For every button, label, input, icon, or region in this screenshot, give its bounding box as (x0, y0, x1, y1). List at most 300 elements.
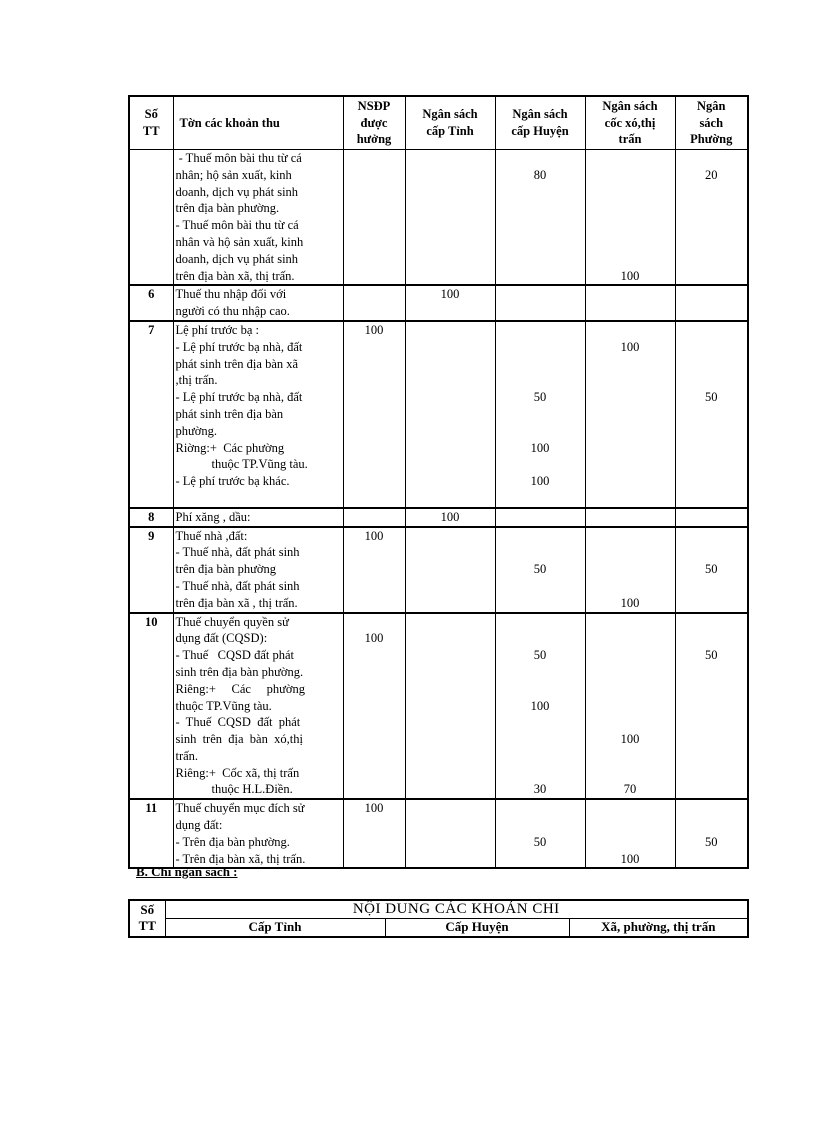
value-line (408, 630, 493, 647)
value-line (498, 356, 583, 373)
header-phuong (675, 96, 748, 150)
description-line: Phí xăng , dầu: (175, 509, 251, 524)
value-line: 50 (533, 648, 547, 663)
expenditure-title: NỘI DUNG CÁC KHOẢN CHI (165, 900, 748, 918)
description-line: phát sinh trên địa bàn (175, 406, 284, 421)
value-tinh (405, 150, 495, 286)
value-line: 100 (620, 732, 640, 747)
value-line: 100 (364, 528, 384, 543)
expenditure-col-huyen: Cấp Huyện (385, 918, 569, 936)
value-line: 50 (705, 562, 718, 577)
value-line (408, 406, 493, 423)
value-line (498, 200, 583, 217)
description-line: phát sinh trên địa bàn xã (175, 356, 299, 371)
value-line (498, 614, 583, 631)
table-row (129, 799, 748, 868)
description-line: Riêng:+ Cốc xã, thị trấn (175, 765, 300, 780)
value-line (346, 698, 403, 715)
value-line (498, 748, 583, 765)
value-tinh (405, 285, 495, 321)
value-line (346, 731, 403, 748)
value-line: 100 (620, 268, 640, 283)
value-line (498, 681, 583, 698)
header-stt-line: TT (142, 124, 160, 138)
value-line (408, 200, 493, 217)
value-line (678, 630, 746, 647)
value-line (678, 456, 746, 473)
value-line (588, 200, 673, 217)
value-line (346, 781, 403, 798)
description-line: dụng đất: (175, 818, 223, 833)
table-body (129, 150, 748, 869)
value-line (678, 748, 746, 765)
value-line (408, 595, 493, 612)
description-line: Thuế thu nhập đối với (175, 287, 287, 302)
description-line: trên địa bàn xã, thị trấn. (175, 268, 295, 283)
description-line: sinh trên địa bàn phường. (175, 664, 304, 679)
description-line: Thuế nhà ,đất: (175, 528, 248, 543)
description-line: Thuế chuyển mục đích sử (175, 801, 305, 816)
value-tinh (405, 527, 495, 613)
description-line: - Thuế CQSD đất phát (175, 715, 301, 730)
value-line (678, 578, 746, 595)
value-line (408, 423, 493, 440)
value-huyen (495, 321, 585, 508)
header-phuong-line: sách (699, 115, 724, 130)
value-line (678, 698, 746, 715)
header-xa-line: Ngân sách (602, 98, 658, 113)
value-huyen (495, 150, 585, 286)
value-tinh (405, 321, 495, 508)
value-line: 100 (364, 631, 384, 646)
expenditure-title-row (129, 900, 748, 918)
value-line (588, 528, 673, 545)
value-line (678, 234, 746, 251)
value-line (346, 490, 403, 507)
value-line (408, 834, 493, 851)
section-b-heading: B. Chi ngân sách : (136, 864, 238, 879)
value-line (588, 372, 673, 389)
value-phuong (675, 799, 748, 868)
value-line (346, 217, 403, 234)
value-line (678, 356, 746, 373)
value-line (588, 698, 673, 715)
row-number: 11 (129, 799, 173, 868)
description-line (176, 490, 341, 507)
value-line: 20 (705, 167, 718, 182)
header-stt-line: Số (144, 107, 158, 122)
revenue-description (173, 508, 343, 527)
value-line (346, 595, 403, 612)
value-line (588, 714, 673, 731)
value-line (346, 681, 403, 698)
value-line (678, 473, 746, 490)
row-number (129, 150, 173, 286)
description-line: sinh trên địa bàn xó,thị (175, 732, 303, 747)
value-line (408, 664, 493, 681)
header-stt (129, 96, 173, 150)
value-line (498, 714, 583, 731)
description-line: Riêng:+ Các phường (175, 681, 305, 696)
value-xa (585, 285, 675, 321)
value-line (346, 389, 403, 406)
value-line (408, 714, 493, 731)
table-row (129, 150, 748, 286)
value-xa (585, 799, 675, 868)
value-line (678, 544, 746, 561)
value-xa (585, 150, 675, 286)
value-line: 100 (530, 440, 550, 455)
value-tinh (405, 508, 495, 527)
value-line (346, 714, 403, 731)
revenue-description (173, 150, 343, 286)
description-line: Lệ phí trước bạ : (175, 322, 259, 337)
row-number: 6 (129, 285, 173, 321)
value-line (678, 765, 746, 782)
value-line (588, 817, 673, 834)
expenditure-table (128, 899, 749, 938)
value-line (408, 356, 493, 373)
value-huyen (495, 527, 585, 613)
value-line (346, 339, 403, 356)
value-line (588, 150, 673, 167)
value-line (408, 578, 493, 595)
value-line (588, 440, 673, 457)
value-line (346, 167, 403, 184)
description-line: phường. (175, 423, 218, 438)
value-line (498, 372, 583, 389)
value-line (346, 150, 403, 167)
value-line (346, 834, 403, 851)
value-line (346, 356, 403, 373)
value-line: 50 (705, 648, 718, 663)
header-xa-line: cốc xó,thị (604, 115, 656, 130)
description-line: - Lệ phí trước bạ nhà, đất (175, 390, 303, 405)
description-line: doanh, dịch vụ phát sinh (175, 251, 299, 266)
value-line (408, 339, 493, 356)
value-line (498, 664, 583, 681)
expenditure-col-xa: Xã, phường, thị trấn (569, 918, 748, 936)
value-line: 100 (364, 801, 384, 816)
description-line: - Lệ phí trước bạ khác. (175, 474, 290, 489)
value-nsdp (343, 527, 405, 613)
value-line (346, 234, 403, 251)
value-line (408, 490, 493, 507)
value-line (588, 544, 673, 561)
value-line (408, 251, 493, 268)
value-line (588, 389, 673, 406)
value-line (498, 286, 583, 303)
value-line (498, 731, 583, 748)
row-number: 10 (129, 613, 173, 800)
value-line (408, 268, 493, 285)
value-line (588, 834, 673, 851)
value-line (498, 456, 583, 473)
description-line: - Trên địa bàn phường. (175, 834, 290, 849)
value-huyen (495, 285, 585, 321)
value-line (498, 800, 583, 817)
value-line (678, 731, 746, 748)
value-line (588, 423, 673, 440)
value-nsdp (343, 285, 405, 321)
value-line (408, 473, 493, 490)
value-xa (585, 613, 675, 800)
header-tinh-line: cấp Tỉnh (426, 124, 474, 138)
value-line (408, 614, 493, 631)
value-line (498, 528, 583, 545)
value-line (498, 595, 583, 612)
description-line: - Trên địa bàn xã, thị trấn. (175, 851, 306, 866)
value-tinh (405, 799, 495, 868)
value-line (678, 528, 746, 545)
value-line (346, 200, 403, 217)
value-line (498, 490, 583, 507)
value-line (346, 748, 403, 765)
value-line (346, 544, 403, 561)
value-line: 50 (533, 390, 547, 405)
value-line (346, 286, 403, 303)
table-row (129, 285, 748, 321)
description-line: - Thuế môn bài thu từ cá (175, 151, 302, 165)
value-line (498, 509, 583, 526)
value-line: 100 (620, 851, 640, 866)
value-line (498, 817, 583, 834)
value-line (678, 851, 746, 868)
value-line (408, 440, 493, 457)
description-line: - Thuế môn bài thu từ cá (175, 218, 299, 233)
header-nsdp-line: hưởng (356, 132, 392, 147)
value-line (588, 184, 673, 201)
value-line (678, 440, 746, 457)
value-line (346, 456, 403, 473)
header-tinh-line: Ngân sách (422, 107, 478, 122)
row-number: 9 (129, 527, 173, 613)
value-line (408, 167, 493, 184)
value-line: 50 (705, 834, 718, 849)
value-line (678, 217, 746, 234)
value-line: 80 (533, 167, 547, 182)
value-line (678, 423, 746, 440)
value-line (588, 509, 673, 526)
revenue-description (173, 321, 343, 508)
value-line (678, 817, 746, 834)
value-line (678, 150, 746, 167)
description-line: Riờng:+ Các phường (175, 440, 285, 455)
value-line (408, 748, 493, 765)
value-line (678, 268, 746, 285)
value-line (588, 456, 673, 473)
header-tinh (405, 96, 495, 150)
value-line (588, 234, 673, 251)
value-line: 100 (530, 474, 550, 489)
description-line: trên địa bàn phường (175, 562, 277, 577)
value-line (346, 817, 403, 834)
value-nsdp (343, 321, 405, 508)
value-line (498, 339, 583, 356)
value-line: 100 (440, 509, 460, 524)
value-line (346, 647, 403, 664)
value-line (408, 372, 493, 389)
header-phuong-line: Ngân (697, 98, 726, 113)
description-line: - Lệ phí trước bạ nhà, đất (175, 339, 303, 354)
description-line: thuộc TP.Vũng tàu. (175, 698, 272, 713)
value-line (498, 765, 583, 782)
revenue-description (173, 285, 343, 321)
value-line (408, 731, 493, 748)
value-line (588, 647, 673, 664)
value-line (498, 544, 583, 561)
header-nsdp (343, 96, 405, 150)
value-line (678, 800, 746, 817)
value-nsdp (343, 150, 405, 286)
header-huyen-line: Ngân sách (512, 107, 568, 122)
value-line (588, 473, 673, 490)
value-line (678, 200, 746, 217)
table-row (129, 508, 748, 527)
value-line (678, 714, 746, 731)
value-nsdp (343, 508, 405, 527)
value-line (408, 184, 493, 201)
value-line (498, 406, 583, 423)
value-line (408, 698, 493, 715)
value-line (346, 578, 403, 595)
value-nsdp (343, 799, 405, 868)
value-line (588, 578, 673, 595)
header-name: Tờn các khoản thu (173, 96, 343, 150)
value-line (346, 765, 403, 782)
value-line (408, 561, 493, 578)
value-line (678, 681, 746, 698)
revenue-allocation-table (128, 95, 749, 869)
expenditure-header-stt (129, 900, 165, 937)
value-line (346, 509, 403, 526)
value-line (408, 303, 493, 320)
row-number: 8 (129, 508, 173, 527)
value-line (408, 681, 493, 698)
value-xa (585, 527, 675, 613)
table-row (129, 613, 748, 800)
header-xa (585, 96, 675, 150)
value-line (346, 251, 403, 268)
description-line: - Thuế nhà, đất phát sinh (175, 545, 300, 560)
value-line (408, 765, 493, 782)
value-line (408, 456, 493, 473)
value-line (346, 473, 403, 490)
value-line (498, 578, 583, 595)
value-tinh (405, 613, 495, 800)
value-line (498, 268, 583, 285)
value-line (346, 664, 403, 681)
value-line (588, 286, 673, 303)
table-row (129, 321, 748, 508)
description-line: thuộc H.L.Điền. (211, 782, 293, 797)
value-line: 50 (533, 562, 547, 577)
value-phuong (675, 150, 748, 286)
value-line (588, 561, 673, 578)
value-line (678, 322, 746, 339)
value-xa (585, 508, 675, 527)
value-line (678, 251, 746, 268)
header-nsdp-line: được (360, 115, 388, 130)
description-line: thuộc TP.Vũng tàu. (211, 457, 308, 472)
value-line (408, 817, 493, 834)
value-nsdp (343, 613, 405, 800)
value-line (408, 389, 493, 406)
value-line: 100 (620, 595, 640, 610)
description-line: Thuế chuyển quyền sử (175, 614, 289, 629)
value-line (588, 800, 673, 817)
value-line (678, 781, 746, 798)
value-line (588, 356, 673, 373)
expenditure-col-tinh: Cấp Tỉnh (165, 918, 385, 936)
expenditure-stt-line: Số (140, 901, 155, 917)
description-line: nhân và hộ sản xuất, kinh (175, 234, 304, 249)
value-line (498, 234, 583, 251)
value-line: 100 (364, 322, 384, 337)
value-line (498, 184, 583, 201)
value-line (678, 372, 746, 389)
value-line (346, 851, 403, 868)
value-line (498, 217, 583, 234)
value-line (588, 748, 673, 765)
revenue-description (173, 799, 343, 868)
value-line: 100 (620, 339, 640, 354)
value-line (588, 217, 673, 234)
header-phuong-line: Phường (690, 132, 733, 147)
value-line (588, 681, 673, 698)
value-line (346, 372, 403, 389)
value-line (346, 614, 403, 631)
header-huyen-line: cấp Huyện (511, 124, 569, 138)
value-line (588, 630, 673, 647)
value-line (408, 217, 493, 234)
value-line (346, 303, 403, 320)
value-line (408, 851, 493, 868)
value-line: 70 (623, 782, 637, 797)
value-huyen (495, 508, 585, 527)
value-line (408, 150, 493, 167)
value-phuong (675, 321, 748, 508)
value-line (346, 268, 403, 285)
description-line: dụng đất (CQSD): (175, 631, 268, 646)
value-line: 30 (533, 782, 547, 797)
value-phuong (675, 285, 748, 321)
value-line (588, 664, 673, 681)
description-line: nhân; hộ sản xuất, kinh (175, 167, 292, 182)
description-line: - Thuế nhà, đất phát sinh (175, 578, 300, 593)
expenditure-stt-line: TT (138, 918, 156, 934)
value-line (588, 251, 673, 268)
row-number: 7 (129, 321, 173, 508)
header-xa-line: trấn (618, 132, 642, 147)
value-line: 100 (530, 698, 550, 713)
description-line: trấn. (175, 748, 199, 763)
description-line: ,thị trấn. (175, 373, 218, 388)
value-line (588, 614, 673, 631)
table-row (129, 527, 748, 613)
description-line: doanh, dịch vụ phát sinh (175, 184, 299, 199)
value-huyen (495, 613, 585, 800)
value-line (408, 544, 493, 561)
value-line (588, 765, 673, 782)
revenue-description (173, 613, 343, 800)
value-line (498, 851, 583, 868)
value-line (498, 630, 583, 647)
revenue-description (173, 527, 343, 613)
value-line (346, 406, 403, 423)
value-line (588, 303, 673, 320)
value-line (588, 406, 673, 423)
